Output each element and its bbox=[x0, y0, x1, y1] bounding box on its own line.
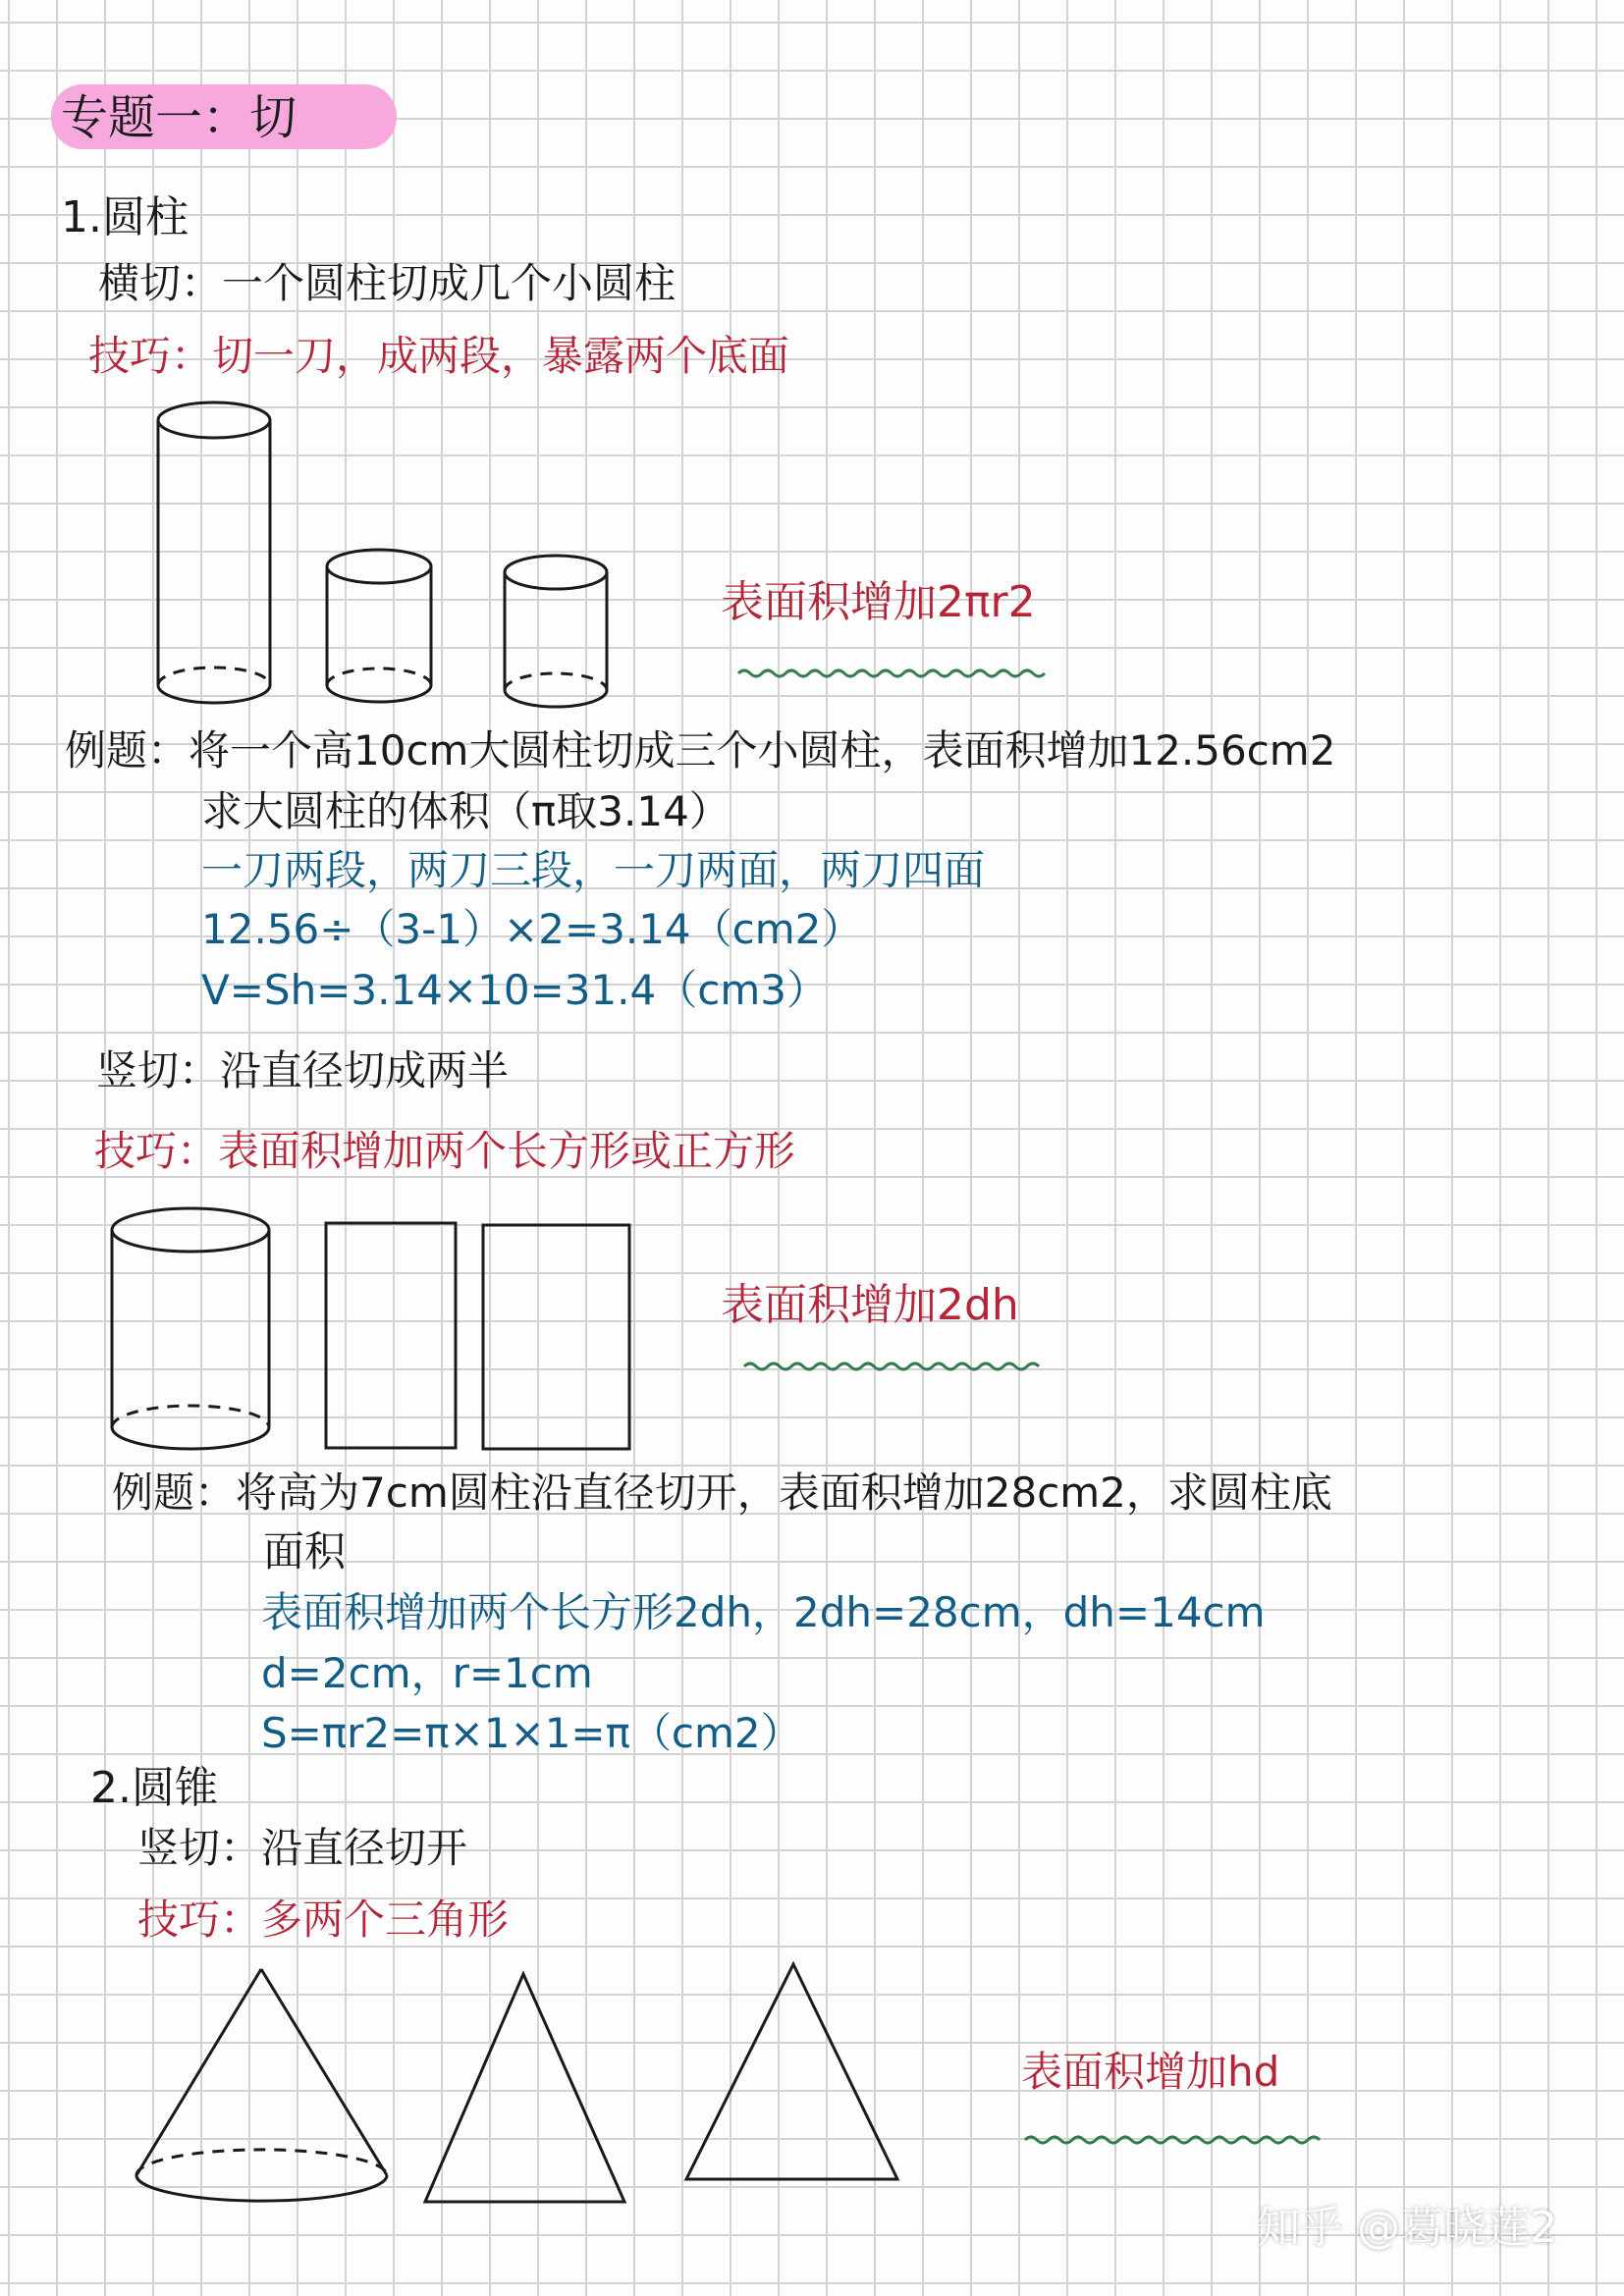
cut-triangle-1 bbox=[425, 1974, 624, 2202]
horizontal-cut-label: 横切：一个圆柱切成几个小圆柱 bbox=[98, 259, 677, 307]
section-heading-cylinder: 1.圆柱 bbox=[61, 192, 189, 242]
section-heading-cone: 2.圆锥 bbox=[90, 1763, 218, 1813]
example2-line1: 例题：将高为7cm圆柱沿直径切开，表面积增加28cm2，求圆柱底 bbox=[112, 1468, 1332, 1517]
horizontal-cut-tip: 技巧：切一刀，成两段，暴露两个底面 bbox=[88, 332, 790, 380]
wavy-underline-1 bbox=[738, 670, 1045, 676]
vertical-cut-label: 竖切：沿直径切成两半 bbox=[96, 1046, 510, 1095]
cut-triangle-2 bbox=[686, 1964, 897, 2179]
wide-cylinder-figure bbox=[112, 1208, 269, 1449]
cone-figure bbox=[136, 1969, 387, 2201]
vertical-cut-tip: 技巧：表面积增加两个长方形或正方形 bbox=[94, 1127, 796, 1175]
example1-solution2: 12.56÷（3-1）×2=3.14（cm2） bbox=[201, 905, 863, 953]
cone-vertical-cut-tip: 技巧：多两个三角形 bbox=[137, 1896, 510, 1944]
horizontal-cut-increase: 表面积增加2πr2 bbox=[721, 577, 1036, 627]
tall-cylinder-figure bbox=[158, 402, 270, 703]
vertical-cut-increase: 表面积增加2dh bbox=[721, 1280, 1019, 1330]
page-title: 专题一：切 bbox=[61, 90, 298, 145]
example1-line2: 求大圆柱的体积（π取3.14） bbox=[201, 787, 731, 835]
example2-solution3: S=πr2=π×1×1=π（cm2） bbox=[261, 1709, 802, 1757]
cut-rectangle-2 bbox=[483, 1225, 629, 1449]
example1-solution1: 一刀两段，两刀三段，一刀两面，两刀四面 bbox=[201, 846, 986, 894]
watermark: 知乎 @葛晓莲2 bbox=[1257, 2203, 1557, 2253]
example1-solution3: V=Sh=3.14×10=31.4（cm3） bbox=[201, 966, 828, 1014]
wavy-underline-3 bbox=[1025, 2137, 1320, 2143]
example2-line2: 面积 bbox=[263, 1527, 347, 1575]
small-cylinder-figure-1 bbox=[327, 550, 431, 702]
example2-solution1: 表面积增加两个长方形2dh，2dh=28cm，dh=14cm bbox=[261, 1588, 1266, 1636]
example1-line1: 例题：将一个高10cm大圆柱切成三个小圆柱，表面积增加12.56cm2 bbox=[65, 726, 1336, 774]
example2-solution2: d=2cm，r=1cm bbox=[261, 1649, 593, 1697]
small-cylinder-figure-2 bbox=[505, 556, 607, 707]
cone-vertical-cut-label: 竖切：沿直径切开 bbox=[137, 1824, 468, 1872]
cone-increase: 表面积增加hd bbox=[1021, 2048, 1280, 2096]
cut-rectangle-1 bbox=[326, 1223, 456, 1448]
wavy-underline-2 bbox=[744, 1363, 1039, 1369]
